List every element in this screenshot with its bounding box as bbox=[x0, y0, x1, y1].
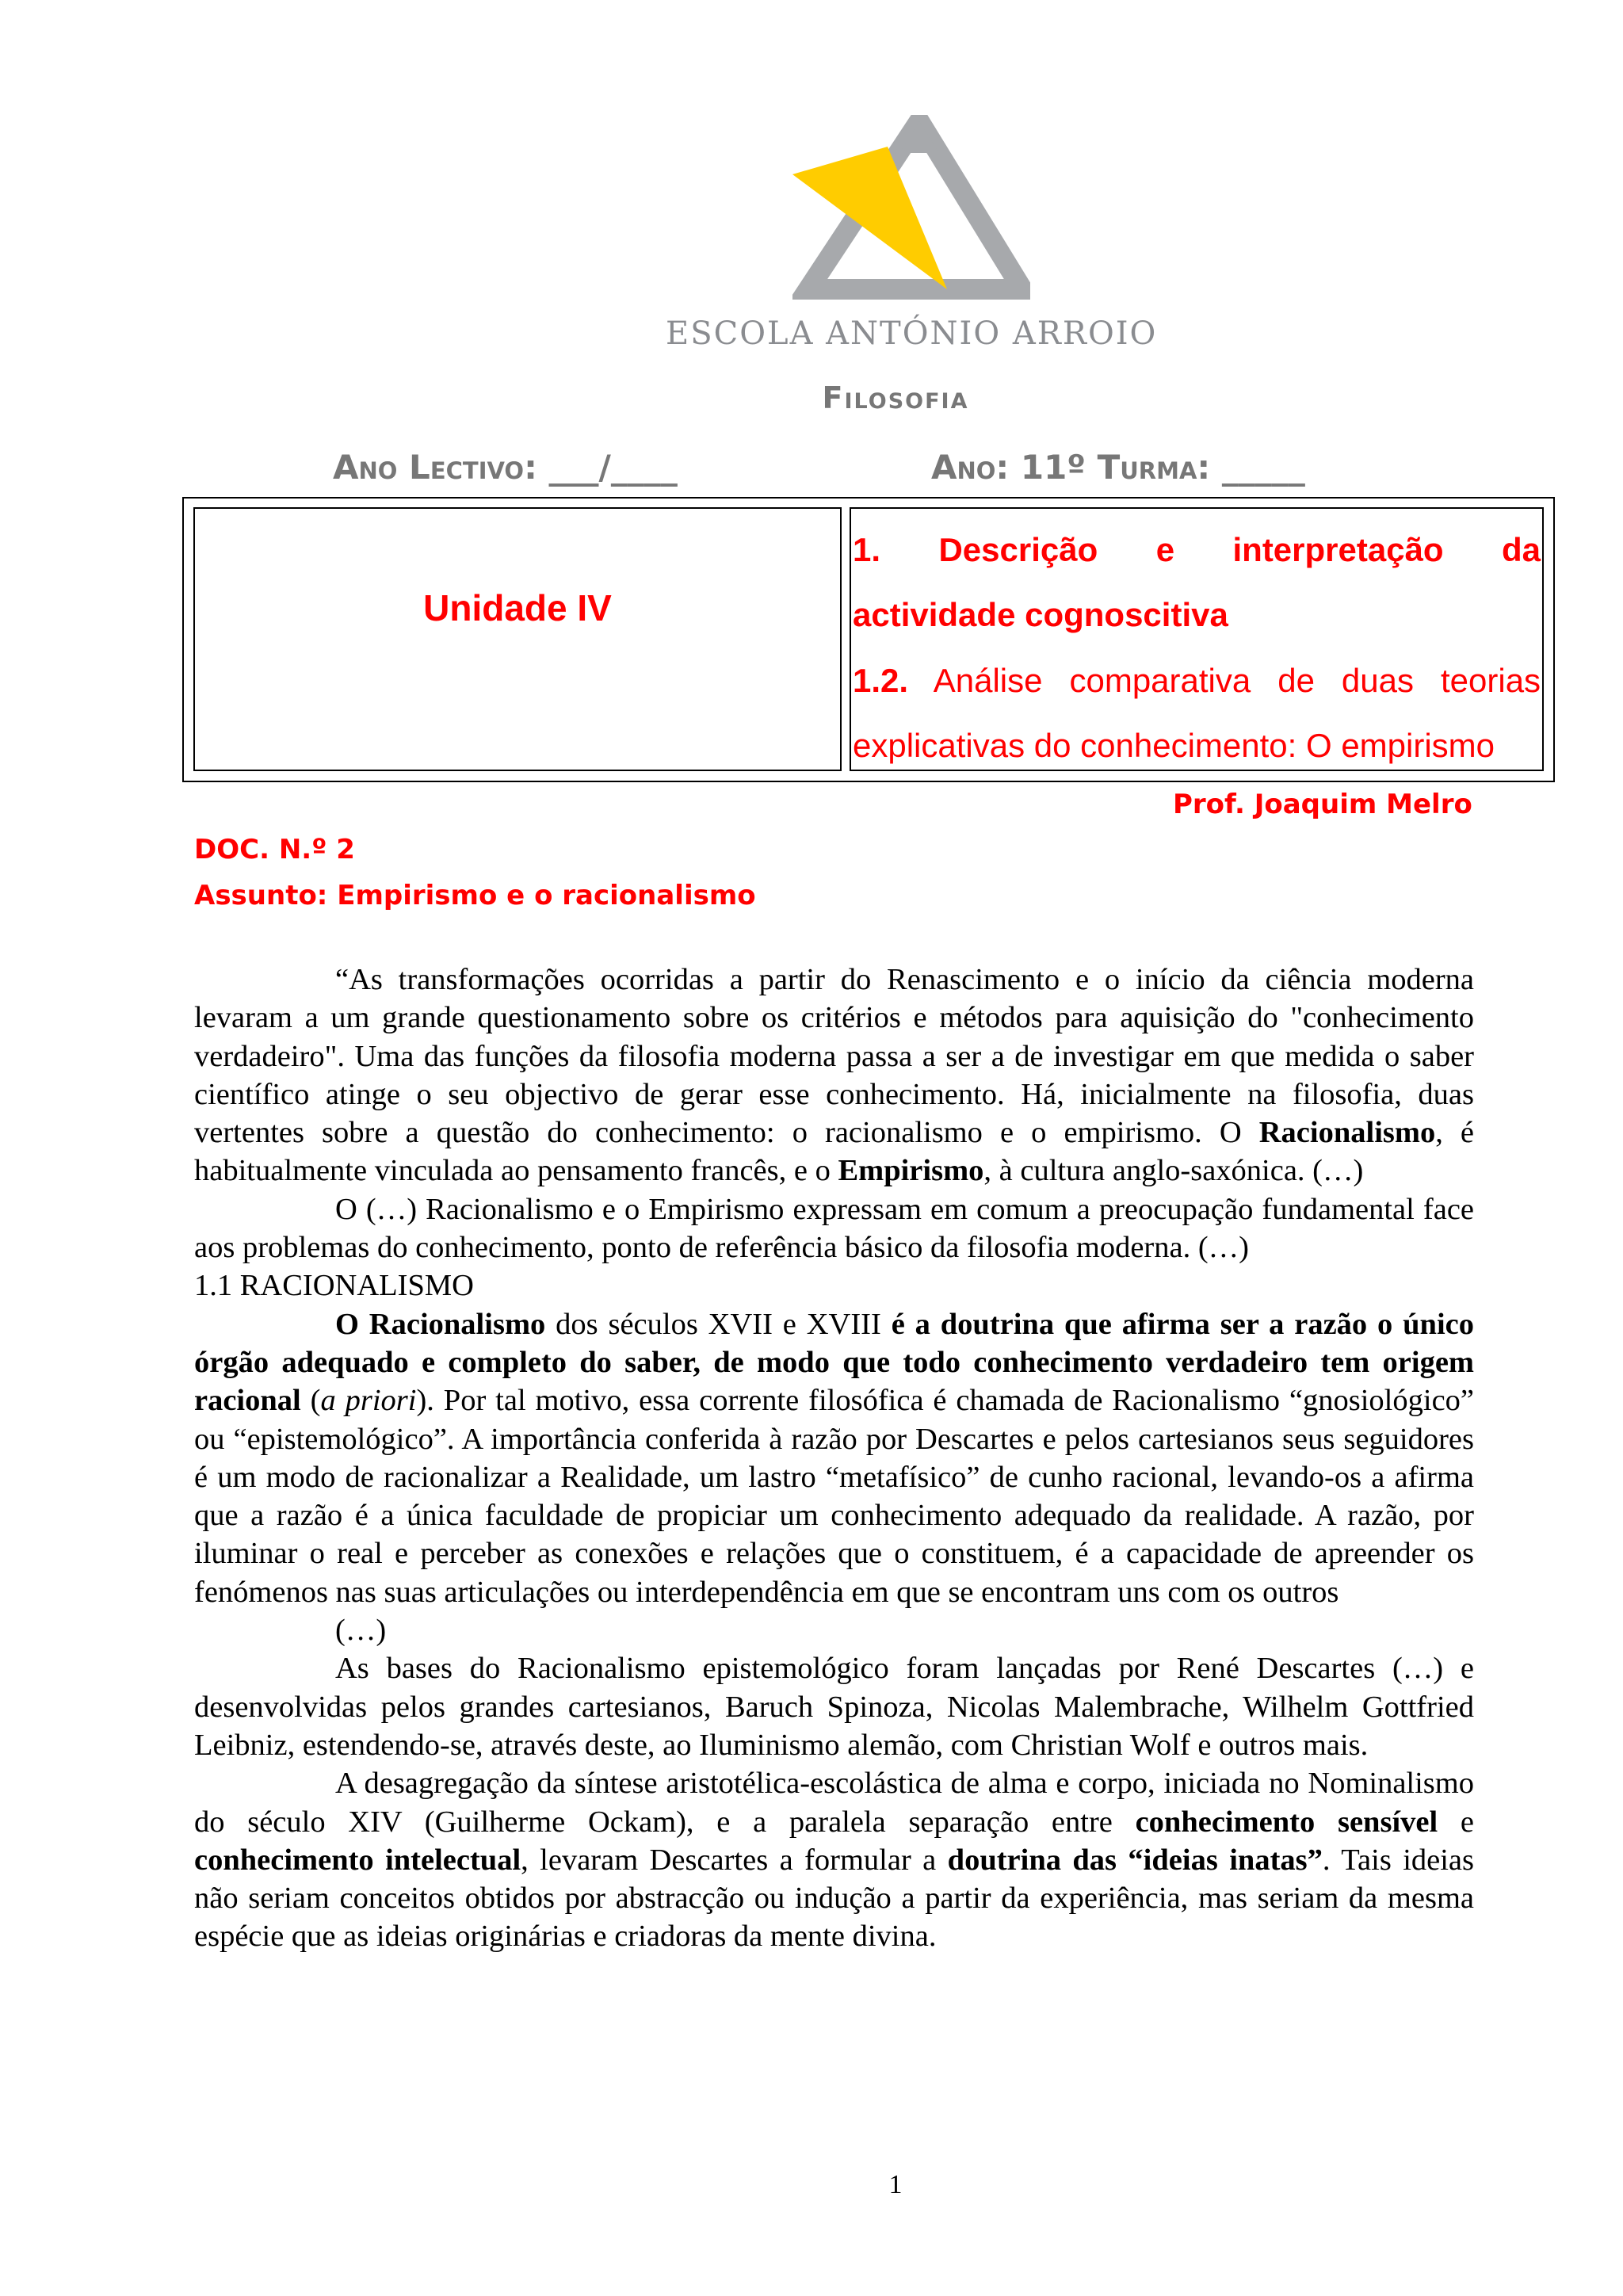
paragraph-4: As bases do Racionalismo epistemológico foram lançadas por René Descartes (…) e desenvolvidas pelos grandes cartesianos, Baruch Spinoza, Nicolas Malembrache, Wilhelm Gottfried Leibniz, estendendo-se, através deste, ao Iluminismo alemão, com Christian Wolf e outros mais. bbox=[194, 1652, 1474, 1762]
topic-1-number: 1. bbox=[853, 531, 881, 568]
body-text bbox=[194, 961, 1474, 1956]
bold-term: Racionalismo bbox=[1258, 1116, 1436, 1150]
topic-2-line-2: explicativas do conhecimento: O empirismo bbox=[853, 727, 1495, 764]
topic-1-word: e bbox=[1155, 531, 1175, 568]
text-run: , é habitualmente vinculada ao pensamento francês, e o bbox=[194, 1116, 1475, 1188]
bold-term: é a doutrina que afirma ser a razão o único órgão adequado e completo do saber, de modo que todo conhecimento verdadeiro tem origem racional bbox=[194, 1307, 1474, 1418]
italic-term: a priori bbox=[320, 1384, 417, 1418]
text-run: A desagregação da síntese aristotélica-escolástica de alma e corpo, iniciada no Nominalismo do século XIV (Guilherme Ockam), e a paralela separação entre bbox=[194, 1767, 1474, 1839]
topic-2-number: 1.2. bbox=[853, 662, 909, 699]
text-run: ( bbox=[300, 1384, 321, 1418]
topic-1-word: Descrição bbox=[938, 531, 1098, 568]
topic-2-word: teorias bbox=[1440, 662, 1541, 699]
paragraph-2: O (…) Racionalismo e o Empirismo expressam em comum a preocupação fundamental face aos problemas do conhecimento, ponto de referência básico da filosofia moderna. (…) bbox=[194, 1192, 1474, 1265]
topic-2-word: de bbox=[1277, 662, 1315, 699]
topic-1-line-1 bbox=[853, 529, 1541, 571]
text-run: , levaram Descartes a formular a bbox=[521, 1843, 948, 1877]
bold-term: doutrina das “ideias inatas” bbox=[947, 1843, 1323, 1877]
text-run: . Tais ideias não seriam conceitos obtidos por abstracção ou indução a partir da experiência, mas seriam da mesma espécie que as ideias originárias e criadoras da mente divina. bbox=[194, 1843, 1474, 1954]
text-run: “As transformações ocorridas a partir do Renascimento e o início da ciência moderna levaram a um grande questionamento sobre os critérios e métodos para aquisição do "conhecimento verdadeiro". Uma das funções da filosofia moderna passa a ser a de investigar em que medida o saber científico atinge o seu objectivo de gerar esse conhecimento. Há, inicialmente na filosofia, duas vertentes sobre a questão do conhecimento: o racionalismo e o empirismo. O bbox=[194, 963, 1474, 1150]
paragraph-1 bbox=[194, 961, 1474, 1190]
assunto-line: Assunto: Empirismo e o racionalismo bbox=[194, 880, 756, 911]
school-name: ESCOLA ANTÓNIO ARROIO bbox=[666, 315, 1158, 352]
bold-term: conhecimento intelectual bbox=[194, 1843, 521, 1877]
topic-2-line-1 bbox=[853, 660, 1541, 701]
ano-turma-field: Ano: 11º Turma: _____ bbox=[931, 448, 1305, 487]
professor-name: Prof. Joaquim Melro bbox=[1173, 789, 1472, 820]
subject-title: Filosofia bbox=[822, 380, 969, 415]
text-run: , à cultura anglo-saxónica. (…) bbox=[983, 1154, 1364, 1188]
ano-lectivo-field: Ano Lectivo: ___/____ bbox=[333, 448, 678, 487]
text-run: ). Por tal motivo, essa corrente filosófica é chamada de Racionalismo “gnosiológico” ou “epistemológico”. A importância conferida à razão por Descartes e pelos cartesianos seus seguidores é um modo de racionalizar a Realidade, um lastro “metafísico” de cunho racional, levando-os a afirma que a razão é a única faculdade de propiciar um conhecimento adequado da realidade. A razão, por iluminar o real e perceber as conexões e relações que o constituem, é a capacidade de apreender os fenómenos nas suas articulações ou interdependência em que se encontram uns com os outros bbox=[194, 1384, 1474, 1609]
topic-1-line-2: actividade cognoscitiva bbox=[853, 596, 1228, 633]
text-run: e bbox=[1438, 1805, 1474, 1839]
bold-term: conhecimento sensível bbox=[1135, 1805, 1438, 1839]
doc-number: DOC. N.º 2 bbox=[194, 834, 355, 865]
bold-term: Empirismo bbox=[838, 1154, 984, 1188]
unit-title: Unidade IV bbox=[423, 587, 612, 628]
bold-term: O Racionalismo bbox=[335, 1307, 546, 1341]
paragraph-5 bbox=[194, 1764, 1474, 1955]
paragraph-3 bbox=[194, 1305, 1474, 1611]
page-number: 1 bbox=[888, 2170, 903, 2199]
topic-1-word: interpretação bbox=[1232, 531, 1444, 568]
topic-1-word: da bbox=[1502, 531, 1541, 568]
topic-2-word: duas bbox=[1341, 662, 1414, 699]
unit-cell bbox=[193, 507, 842, 771]
topic-2-word: Análise bbox=[933, 662, 1043, 699]
text-run: dos séculos XVII e XVIII bbox=[545, 1307, 892, 1341]
school-logo-icon bbox=[792, 115, 1030, 301]
topic-2-word: comparativa bbox=[1069, 662, 1251, 699]
section-heading: 1.1 RACIONALISMO bbox=[194, 1269, 474, 1303]
ellipsis-line: (…) bbox=[335, 1614, 387, 1648]
